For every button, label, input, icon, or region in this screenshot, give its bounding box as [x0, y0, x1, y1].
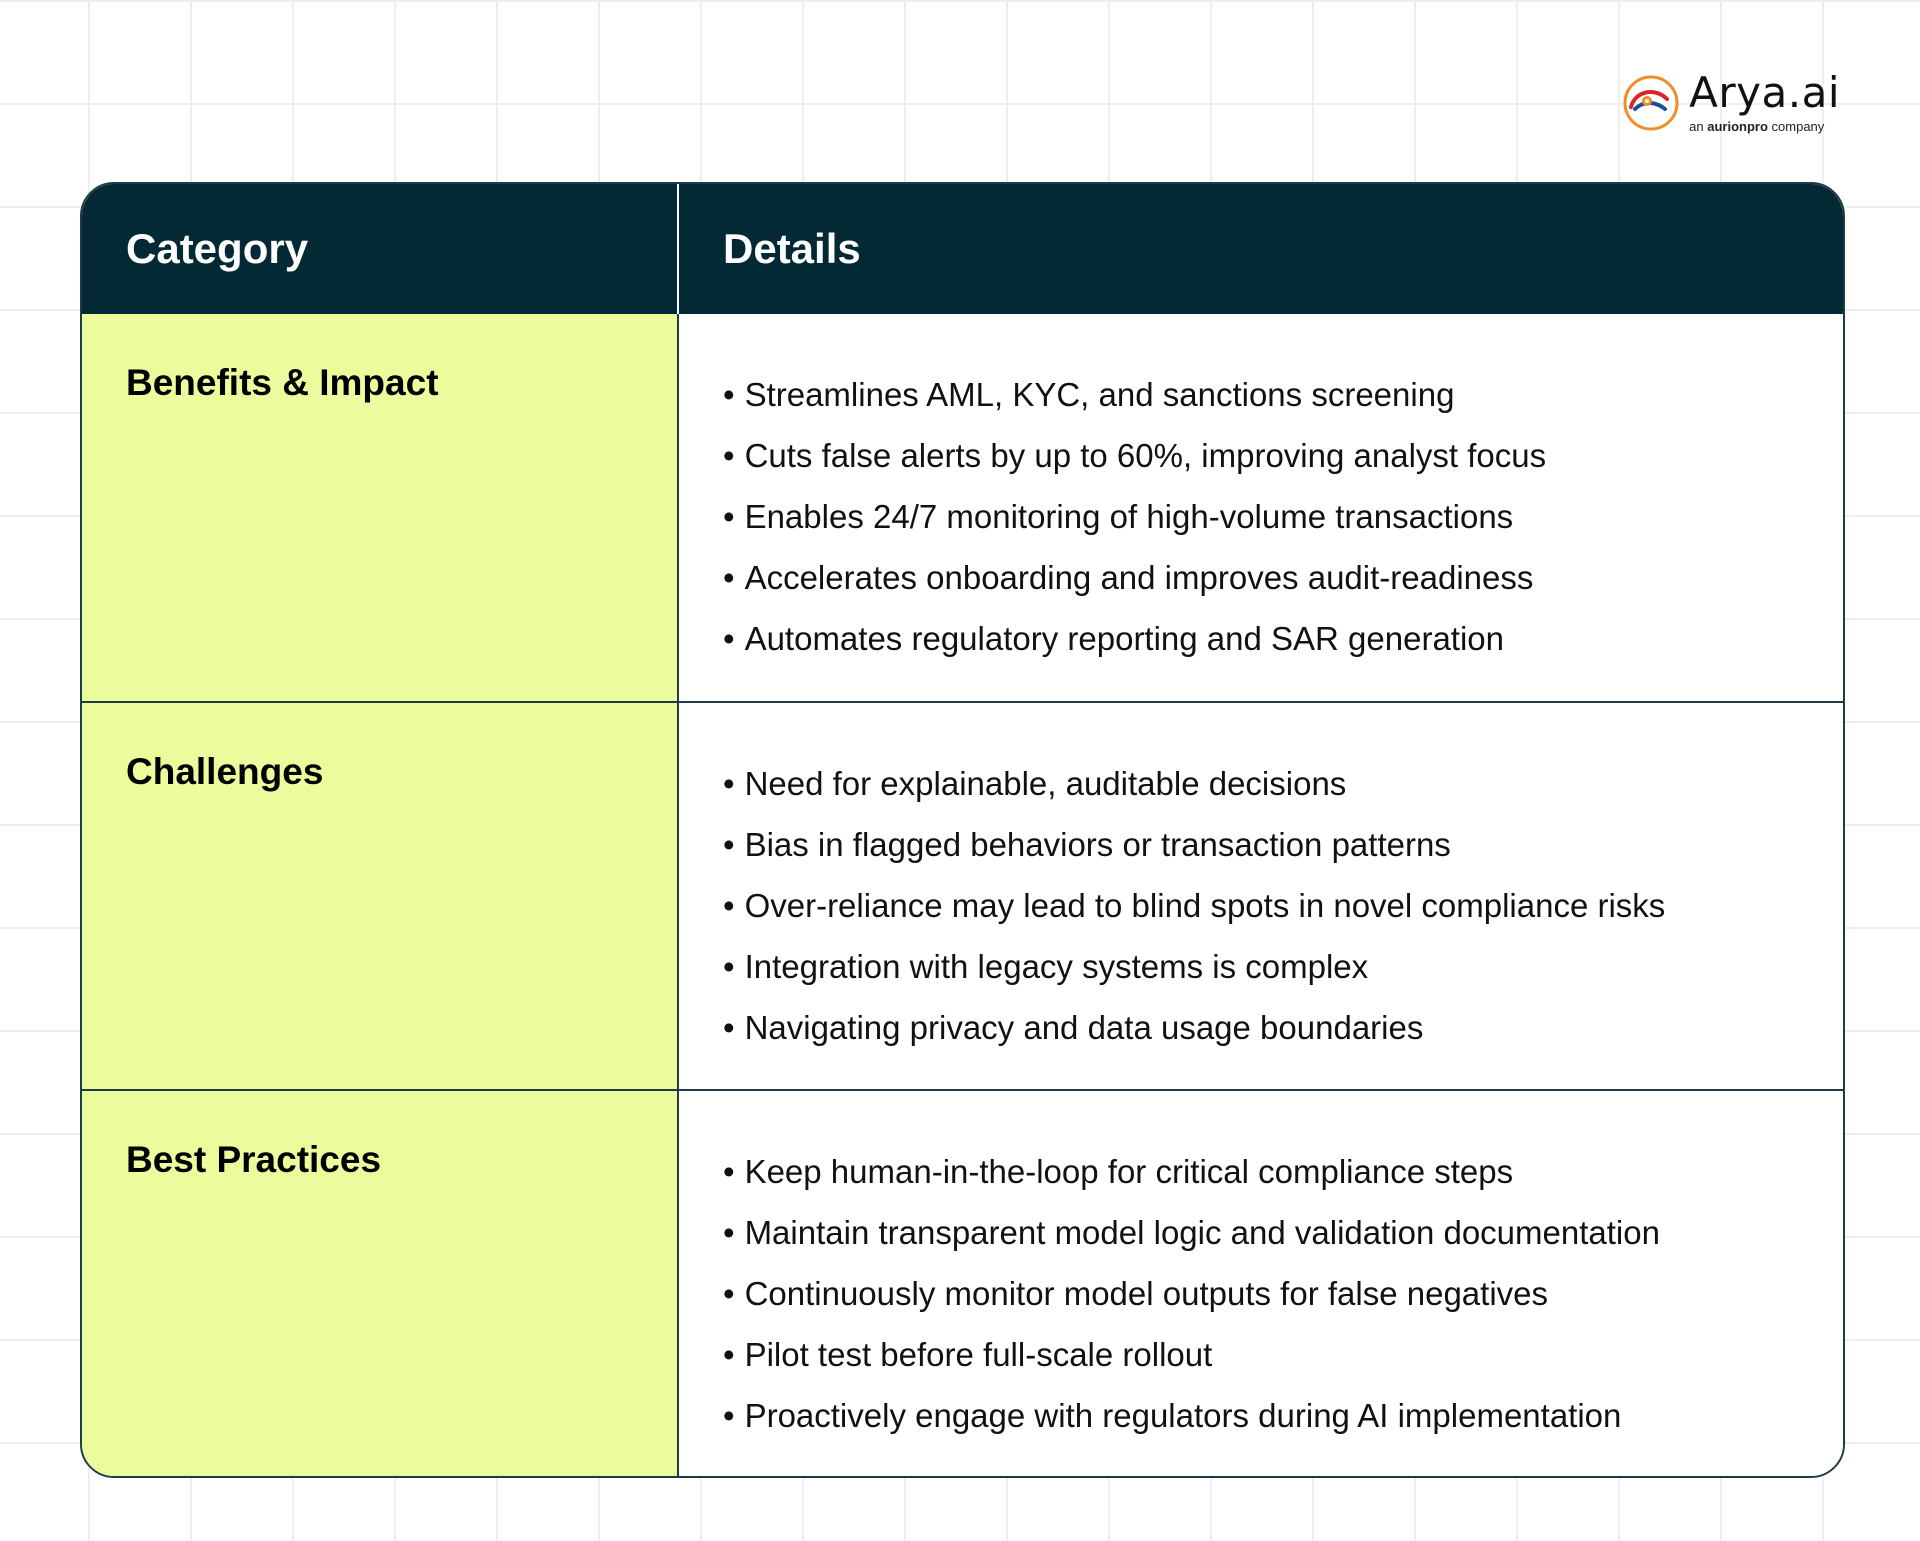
list-item: • Pilot test before full-scale rollout	[723, 1324, 1843, 1385]
list-item: • Enables 24/7 monitoring of high-volume transactions	[723, 486, 1843, 547]
logo-wordmark: Arya.ai	[1689, 68, 1840, 117]
details-list	[723, 753, 1843, 1058]
arya-logo-icon	[1621, 73, 1681, 133]
list-item: • Streamlines AML, KYC, and sanctions screening	[723, 364, 1843, 425]
category-cell-best-practices	[82, 1089, 679, 1476]
category-label: Best Practices	[126, 1138, 382, 1180]
list-item: • Navigating privacy and data usage boundaries	[723, 997, 1843, 1058]
header-details: Details	[679, 184, 1843, 314]
category-cell-challenges	[82, 701, 679, 1088]
details-cell-best-practices	[679, 1089, 1843, 1476]
list-item: • Continuously monitor model outputs for false negatives	[723, 1263, 1843, 1324]
list-item: • Bias in flagged behaviors or transaction patterns	[723, 814, 1843, 875]
category-label: Benefits & Impact	[126, 362, 439, 403]
details-list	[723, 364, 1843, 669]
list-item: • Cuts false alerts by up to 60%, improving analyst focus	[723, 425, 1843, 486]
list-item: • Integration with legacy systems is complex	[723, 936, 1843, 997]
details-cell-challenges	[679, 701, 1843, 1088]
list-item: • Proactively engage with regulators during AI implementation	[723, 1385, 1843, 1446]
category-cell-benefits	[82, 314, 679, 701]
list-item: • Need for explainable, auditable decisions	[723, 753, 1843, 814]
list-item: • Accelerates onboarding and improves audit-readiness	[723, 547, 1843, 608]
comparison-table	[80, 182, 1845, 1478]
list-item: • Automates regulatory reporting and SAR generation	[723, 608, 1843, 669]
details-cell-benefits	[679, 314, 1843, 701]
list-item: • Keep human-in-the-loop for critical compliance steps	[723, 1141, 1843, 1202]
company-logo	[1621, 68, 1840, 134]
details-list	[723, 1141, 1843, 1446]
list-item: • Maintain transparent model logic and validation documentation	[723, 1202, 1843, 1263]
list-item: • Over-reliance may lead to blind spots in novel compliance risks	[723, 875, 1843, 936]
header-category: Category	[82, 184, 679, 314]
category-label: Challenges	[126, 751, 324, 793]
logo-tagline: an aurionpro company	[1689, 119, 1825, 134]
